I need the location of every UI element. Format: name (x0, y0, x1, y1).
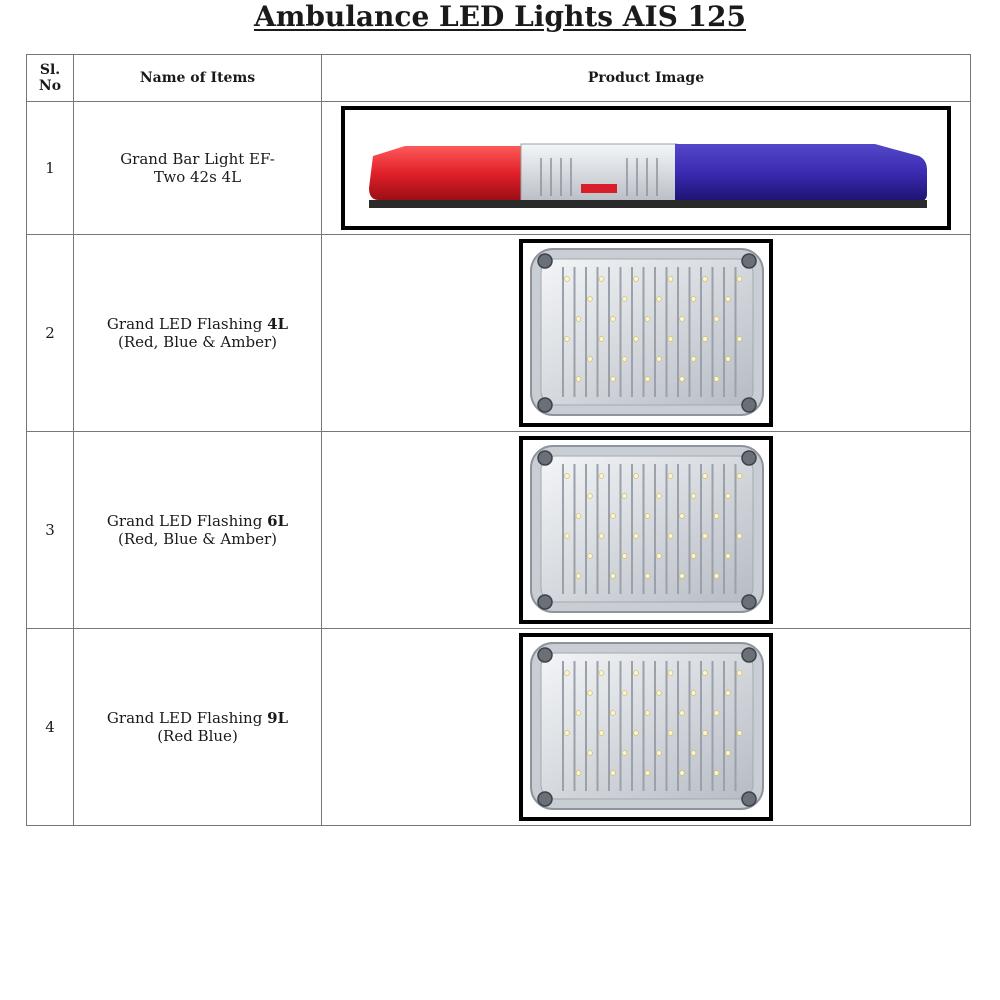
row-name-bold: 9L (267, 709, 289, 727)
row-sl: 4 (27, 629, 74, 826)
row-name-text: Grand LED Flashing (106, 315, 268, 333)
page-title: Ambulance LED Lights AIS 125 (253, 0, 747, 33)
table-row (27, 629, 971, 826)
header-sl-no-line2: No (38, 78, 62, 94)
row-name-line1: Grand Bar Light EF- (120, 150, 275, 168)
row-sl: 1 (27, 102, 74, 235)
row-name-line2: Two 42s 4L (153, 168, 242, 186)
table-row (27, 235, 971, 432)
row-name-line2: (Red Blue) (157, 727, 238, 745)
header-name: Name of Items (74, 55, 322, 102)
row-sl: 2 (27, 235, 74, 432)
items-table (26, 54, 971, 826)
row-name-line2: (Red, Blue & Amber) (118, 333, 277, 351)
row-name (74, 629, 322, 826)
row-name (74, 235, 322, 432)
row-name (74, 432, 322, 629)
header-sl-no-line1: Sl. (39, 62, 61, 78)
row-name-line2: (Red, Blue & Amber) (118, 530, 277, 548)
row-image-cell (322, 235, 971, 432)
light-bar-image (341, 106, 951, 230)
row-image-cell (322, 629, 971, 826)
header-image: Product Image (322, 55, 971, 102)
row-image-cell (322, 102, 971, 235)
row-sl: 3 (27, 432, 74, 629)
row-name-bold: 6L (267, 512, 289, 530)
row-name-line1 (74, 512, 321, 530)
table-row (27, 102, 971, 235)
row-image-cell (322, 432, 971, 629)
row-name-text: Grand LED Flashing (106, 512, 268, 530)
row-name-text: Grand LED Flashing (106, 709, 268, 727)
header-sl-no (27, 55, 74, 102)
row-name-line1 (74, 709, 321, 727)
led-flasher-image (519, 239, 773, 427)
table-row (27, 432, 971, 629)
led-flasher-image (519, 436, 773, 624)
led-flasher-image (519, 633, 773, 821)
table-header-row (27, 55, 971, 102)
row-name (74, 102, 322, 235)
row-name-line1 (74, 315, 321, 333)
row-name-bold: 4L (267, 315, 289, 333)
